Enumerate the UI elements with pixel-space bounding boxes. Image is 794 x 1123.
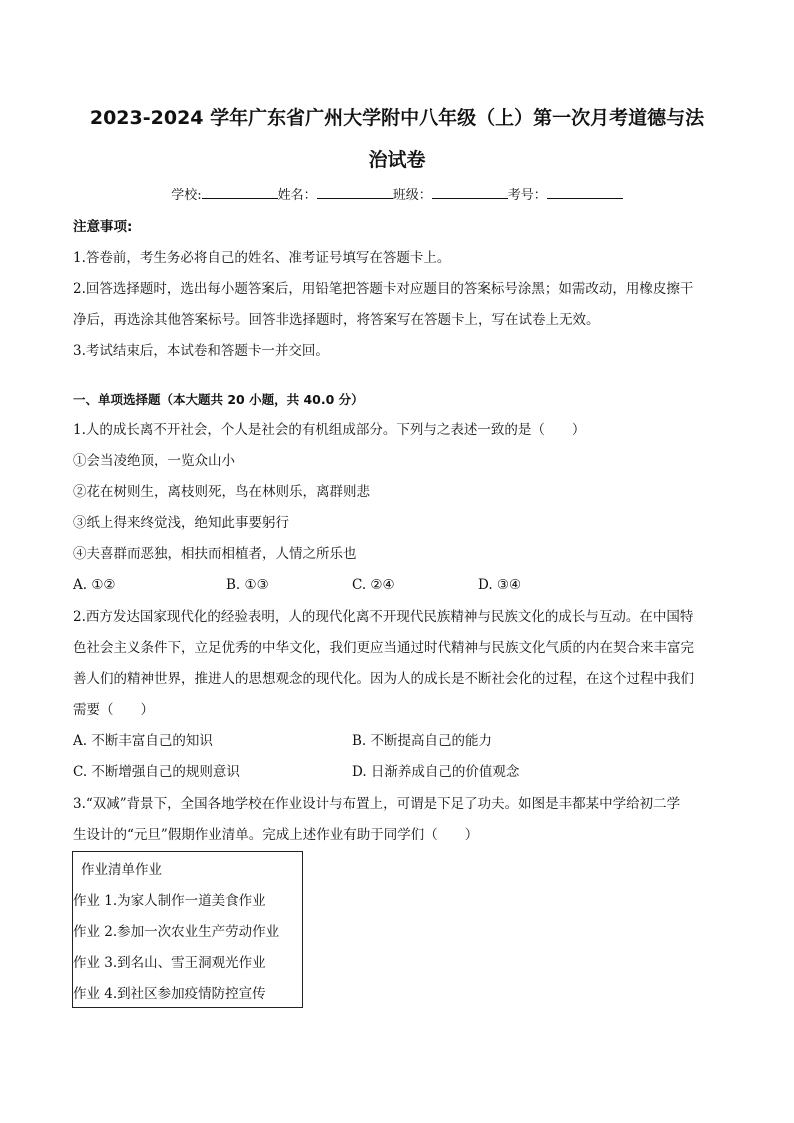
question-2-stem: 善人们的精神世界，推进人的思想观念的现代化。因为人的成长是不断社会化的过程，在这个过程中我们 [73, 671, 694, 687]
question-1-statement: ④夫喜群而恶独，相扶而相植者，人情之所乐也 [73, 546, 357, 562]
question-1-option-a[interactable]: A. ①② [73, 577, 116, 593]
exam-title-line2: 治试卷 [368, 149, 426, 171]
homework-item: 作业 4.到社区参加疫情防控宣传 [73, 986, 266, 1002]
question-1-option-d[interactable]: D. ③④ [478, 577, 522, 593]
question-1-statement: ③纸上得来终觉浅，绝知此事要躬行 [73, 515, 289, 531]
question-3-stem: 3.“双减”背景下，全国各地学校在作业设计与布置上，可谓是下足了功夫。如图是丰都某中学给初二学 [73, 796, 681, 812]
name-blank[interactable] [317, 184, 393, 199]
question-2-option-b[interactable]: B. 不断提高自己的能力 [352, 733, 493, 749]
question-1-stem: 1.人的成长离不开社会，个人是社会的有机组成部分。下列与之表述一致的是（ ） [73, 422, 586, 438]
question-2-option-d[interactable]: D. 日渐养成自己的价值观念 [352, 764, 520, 780]
homework-item: 作业 3.到名山、雪王洞观光作业 [73, 955, 266, 971]
question-2-stem: 2.西方发达国家现代化的经验表明，人的现代化离不开现代民族精神与民族文化的成长与互动。在中国特 [73, 609, 694, 625]
question-3-stem: 生设计的“元旦”假期作业清单。完成上述作业有助于同学们（ ） [73, 827, 479, 843]
notice-item: 1.答卷前，考生务必将自己的姓名、准考证号填写在答题卡上。 [73, 250, 451, 266]
class-blank[interactable] [432, 184, 508, 199]
number-label: 考号： [507, 188, 547, 203]
question-2-option-a[interactable]: A. 不断丰富自己的知识 [73, 733, 213, 749]
homework-item: 作业 2.参加一次农业生产劳动作业 [73, 924, 280, 940]
section-heading: 一、单项选择题（本大题共 20 小题，共 40.0 分） [73, 392, 364, 407]
question-2-stem: 色社会主义条件下，立足优秀的中华文化，我们更应当通过时代精神与民族文化气质的内在契合来丰富完 [73, 640, 694, 656]
exam-title-line1: 2023-2024 学年广东省广州大学附中八年级（上）第一次月考道德与法 [89, 107, 705, 129]
homework-list-title: 作业清单作业 [81, 862, 162, 878]
notice-item: 2.回答选择题时，选出每小题答案后，用铅笔把答题卡对应题目的答案标号涂黑；如需改动，用橡皮擦干 [73, 281, 694, 297]
question-2-stem: 需要（ ） [73, 702, 154, 718]
name-label: 姓名： [277, 188, 317, 203]
notice-item: 净后，再选涂其他答案标号。回答非选择题时，将答案写在答题卡上，写在试卷上无效。 [73, 312, 600, 328]
homework-item: 作业 1.为家人制作一道美食作业 [73, 893, 266, 909]
number-blank[interactable] [547, 184, 623, 199]
question-1-option-c[interactable]: C. ②④ [352, 577, 395, 593]
homework-list-box [72, 851, 303, 1008]
question-1-statement: ①会当凌绝顶，一览众山小 [73, 453, 235, 469]
question-1-option-b[interactable]: B. ①③ [226, 577, 269, 593]
notice-item: 3.考试结束后，本试卷和答题卡一并交回。 [73, 343, 329, 359]
student-info-row [0, 184, 794, 207]
notice-heading: 注意事项: [73, 219, 133, 235]
class-label: 班级： [392, 188, 432, 203]
question-1-statement: ②花在树则生，离枝则死，鸟在林则乐，离群则悲 [73, 484, 370, 500]
school-label: 学校: [171, 188, 202, 203]
question-2-option-c[interactable]: C. 不断增强自己的规则意识 [73, 764, 240, 780]
school-blank[interactable] [202, 184, 278, 199]
